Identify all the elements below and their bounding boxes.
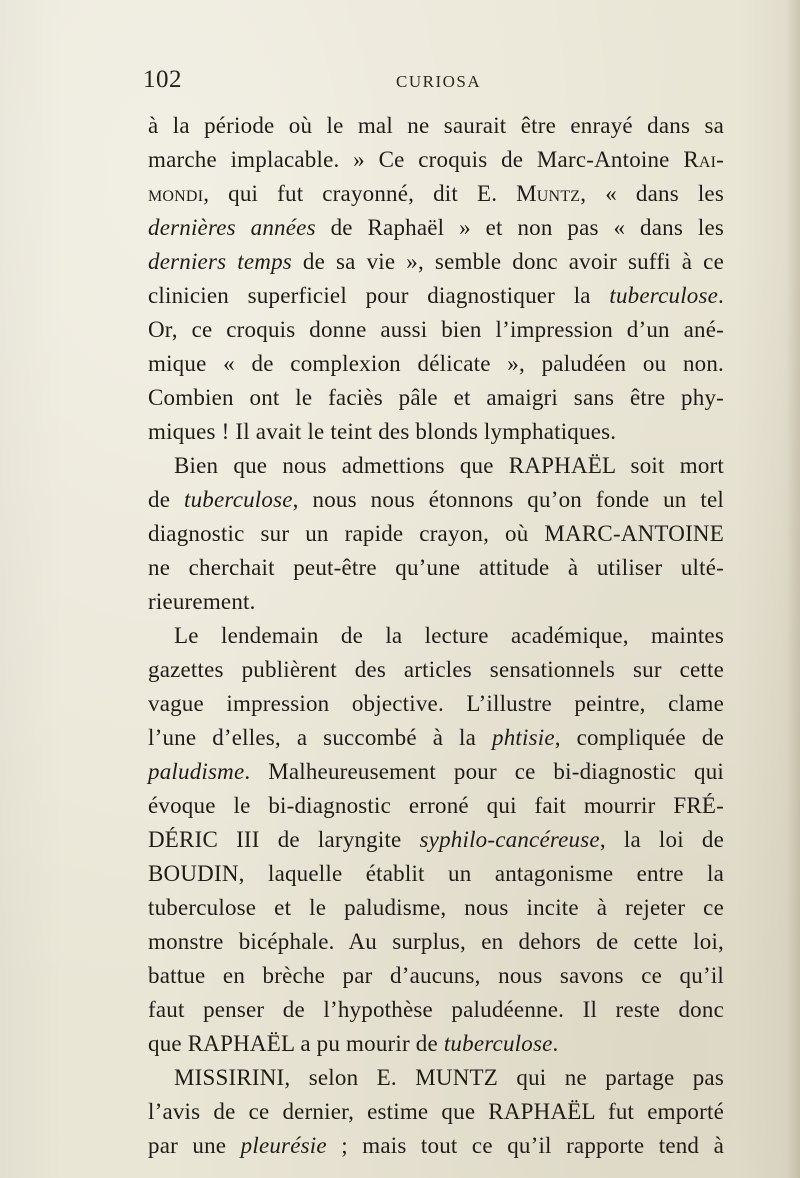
text-line (148, 245, 724, 279)
text-line (148, 959, 724, 993)
text-line (148, 381, 724, 415)
text-segment: faut penser de l’hypothèse paludéenne. Il reste donc (148, 997, 724, 1022)
text-segment: . Malheureusement pour ce bi-diagnostic qui (244, 759, 724, 784)
text-segment: BOUDIN, laquelle établit un antagonisme entre la (148, 861, 724, 886)
text-segment: l’une d’elles, a succombé à la (148, 725, 492, 750)
text-segment: . (552, 1031, 559, 1056)
body-text (148, 109, 724, 1163)
text-line (148, 653, 724, 687)
text-segment: tuberculose (184, 487, 293, 512)
text-segment: Le lendemain de la lecture académique, maintes (174, 623, 724, 648)
text-line (148, 619, 724, 653)
text-line (148, 993, 724, 1027)
text-segment: , nous nous étonnons qu’on fonde un tel (292, 487, 724, 512)
text-segment: rieurement. (148, 589, 256, 614)
text-segment: tuberculose (443, 1031, 553, 1056)
text-segment: , la loi de (599, 827, 724, 852)
text-line (148, 143, 724, 177)
text-segment: syphilo-cancéreuse (419, 827, 600, 852)
text-segment: à la période où le mal ne saurait être enrayé dans sa (148, 113, 724, 138)
text-line (148, 551, 724, 585)
running-title: CURIOSA (396, 72, 482, 91)
text-segment: DÉRIC III de laryngite (148, 827, 420, 852)
text-segment: par une (148, 1133, 241, 1158)
text-line (148, 313, 724, 347)
text-segment: mique « de complexion délicate », paludéen ou non. (148, 351, 724, 376)
text-segment: Muntz (516, 181, 581, 206)
text-segment: de (148, 487, 184, 512)
text-line (148, 483, 724, 517)
text-line (148, 789, 724, 823)
text-line (148, 449, 724, 483)
text-segment: dernières années (148, 215, 316, 240)
text-segment: , qui fut crayonné, dit E. (203, 181, 517, 206)
text-segment: Or, ce croquis donne aussi bien l’impression d’un ané- (148, 317, 724, 342)
text-segment: monstre bicéphale. Au surplus, en dehors de cette loi, (148, 929, 724, 954)
text-segment: de sa vie », semble donc avoir suffi à ce (291, 249, 724, 274)
text-segment: gazettes publièrent des articles sensationnels sur cette (148, 657, 724, 682)
text-segment: phtisie (492, 725, 555, 750)
text-segment: , « dans les (580, 181, 724, 206)
text-line (148, 279, 724, 313)
text-line (148, 891, 724, 925)
text-segment: derniers temps (148, 249, 292, 274)
text-line (148, 1095, 724, 1129)
text-segment: que RAPHAËL a pu mourir de (148, 1031, 444, 1056)
text-segment: diagnostic sur un rapide crayon, où MARC-ANTOINE (148, 521, 724, 546)
text-segment: battue en brèche par d’aucuns, nous savons ce qu’il (148, 963, 724, 988)
text-line (148, 857, 724, 891)
text-segment: MISSIRINI, selon E. MUNTZ qui ne partage pas (174, 1065, 724, 1090)
text-line (148, 1129, 724, 1163)
page-edge-shadow (786, 0, 800, 1178)
text-segment: . (718, 283, 724, 308)
text-line (148, 755, 724, 789)
text-line (148, 1061, 724, 1095)
text-line (148, 109, 724, 143)
text-segment: paludisme (148, 759, 245, 784)
text-segment: marche implacable. » Ce croquis de Marc-Antoine (148, 147, 684, 172)
text-segment: tuberculose (609, 283, 719, 308)
text-segment: miques ! Il avait le teint des blonds lymphatiques. (148, 419, 617, 444)
text-line (148, 211, 724, 245)
text-segment: tuberculose et le paludisme, nous incite à rejeter ce (148, 895, 724, 920)
text-segment: ; mais tout ce qu’il rapporte tend à (326, 1133, 724, 1158)
text-segment: clinicien superficiel pour diagnostiquer la (148, 283, 610, 308)
text-segment: , compliquée de (554, 725, 724, 750)
text-segment: Rai- (683, 147, 724, 172)
text-line (148, 347, 724, 381)
text-line (148, 721, 724, 755)
running-head (143, 66, 723, 96)
text-segment: Bien que nous admettions que RAPHAËL soit mort (174, 453, 724, 478)
text-line (148, 517, 724, 551)
text-segment: ne cherchait peut-être qu’une attitude à utiliser ulté- (148, 555, 724, 580)
text-segment: l’avis de ce dernier, estime que RAPHAËL fut emporté (148, 1099, 724, 1124)
text-line (148, 177, 724, 211)
text-line (148, 925, 724, 959)
text-line (148, 823, 724, 857)
text-line (148, 1027, 724, 1061)
text-segment: de Raphaël » et non pas « dans les (315, 215, 725, 240)
text-line (148, 415, 724, 449)
text-segment: Combien ont le faciès pâle et amaigri sans être phy- (148, 385, 724, 410)
text-segment: pleurésie (240, 1133, 327, 1158)
text-segment: mondi (148, 181, 204, 206)
text-segment: vague impression objective. L’illustre peintre, clame (148, 691, 724, 716)
page-number: 102 (143, 66, 182, 93)
text-segment: évoque le bi-diagnostic erroné qui fait mourrir FRÉ- (148, 793, 724, 818)
text-line (148, 687, 724, 721)
text-line (148, 585, 724, 619)
